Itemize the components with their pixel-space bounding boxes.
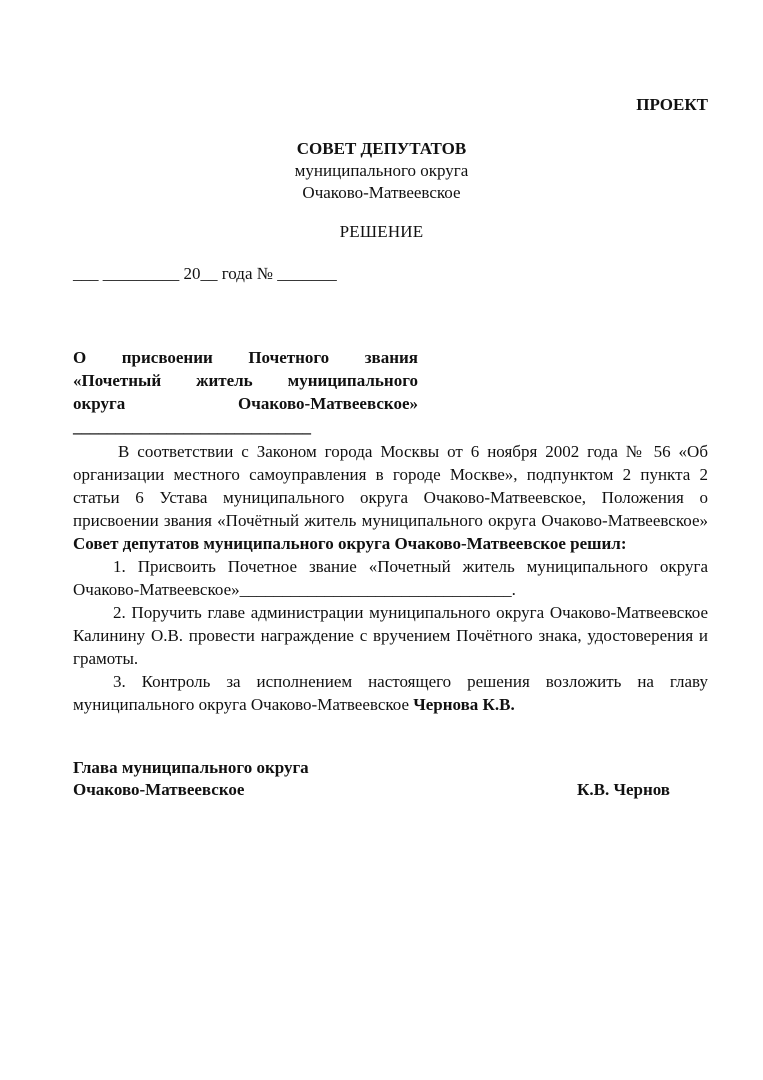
decision-subject (73, 346, 418, 438)
item-1-text: 1. Присвоить Почетное звание «Почетный житель муниципального округа Очаково-Матвеевское»________________________________. (73, 557, 708, 599)
item-3 (73, 670, 708, 716)
item-3-responsible: Чернова К.В. (413, 695, 515, 714)
district-line-1: муниципального округа (294, 161, 469, 180)
document-type: РЕШЕНИЕ (339, 222, 424, 241)
item-2-text: 2. Поручить главе администрации муниципального округа Очаково-Матвеевское Калинину О.В. провести награждение с вручением Почётного знака, удостоверения и грамоты. (73, 603, 708, 668)
district-line-2: Очаково-Матвеевское (302, 183, 461, 202)
signature-title-line-2: Очаково-Матвеевское (73, 780, 245, 799)
preamble-text: В соответствии с Законом города Москвы от 6 ноября 2002 года № 56 «Об организации местного самоуправления в городе Москве», подпунктом 2 пункта 2 статьи 6 Устава муниципального округа Очаково-Матвеевское, Положения о присвоении звания «Почётный житель муниципального округа Очаково-Матвеевское» (73, 442, 708, 530)
item-2 (73, 601, 708, 670)
decision-body (73, 440, 708, 716)
preamble-resolution: Совет депутатов муниципального округа Очаково-Матвеевское решил: (73, 534, 627, 553)
council-name: СОВЕТ ДЕПУТАТОВ (296, 139, 467, 158)
date-number-line: ___ _________ 20__ года № _______ (73, 264, 337, 283)
signature-title-line-1: Глава муниципального округа (73, 758, 309, 777)
draft-label: ПРОЕКТ (636, 95, 708, 114)
signature-name: К.В. Чернов (577, 780, 670, 799)
item-3-text: 3. Контроль за исполнением настоящего решения возложить на главу муниципального округа Очаково-Матвеевское (73, 672, 708, 714)
subject-line-2: «Почетный житель муниципального (73, 371, 418, 390)
item-1 (73, 555, 708, 601)
subject-line-4: ____________________________ (73, 417, 311, 436)
subject-line-3: округа Очаково-Матвеевское» (73, 394, 418, 413)
subject-line-1: О присвоении Почетного звания (73, 348, 418, 367)
preamble-paragraph (73, 440, 708, 555)
